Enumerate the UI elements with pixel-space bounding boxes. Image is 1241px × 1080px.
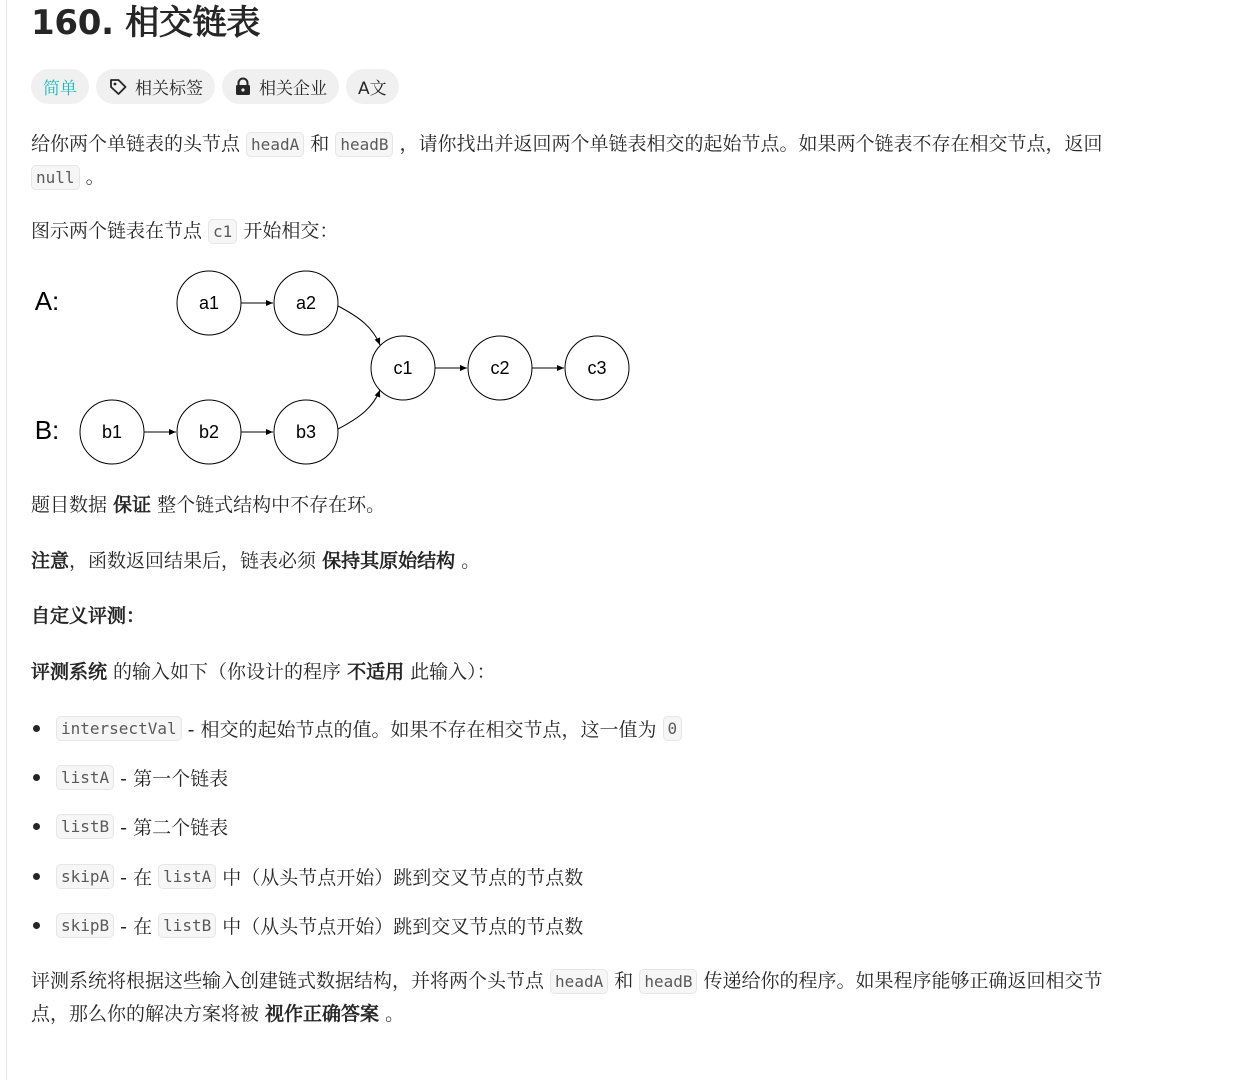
list-a-label: A: — [34, 286, 60, 316]
no-cycle-guarantee — [31, 489, 1216, 521]
list-item — [31, 860, 583, 892]
node-b3 — [274, 400, 338, 464]
linked-list-diagram — [31, 262, 671, 474]
intro-text-1: 给你两个单链表的头节点 — [31, 133, 247, 155]
note-text-1: ，函数返回结果后，链表必须 — [69, 550, 323, 572]
left-divider — [6, 0, 7, 1080]
note-bold-2: 保持其原始结构 — [322, 550, 456, 572]
caption-text-2: 开始相交： — [237, 220, 339, 242]
code-listB: listB — [56, 814, 114, 839]
code-intersectVal: intersectVal — [56, 716, 182, 741]
arrow-a2-c1 — [338, 306, 380, 345]
translate-button[interactable] — [346, 69, 399, 104]
closing-text-3: 传递给你的程序。如果程序能够正确返回相交节 — [697, 970, 1103, 992]
node-a1-label: a1 — [198, 293, 220, 313]
bullet-dot — [33, 823, 40, 830]
note-text-2: 。 — [455, 550, 481, 572]
judge-input-intro — [31, 656, 1216, 688]
bullet-dot — [33, 725, 40, 732]
related-companies-button[interactable] — [222, 69, 339, 104]
node-b1 — [80, 400, 144, 464]
list-item — [31, 810, 228, 842]
judge-bold-2: 不适用 — [347, 661, 405, 683]
custom-judge-bold: 自定义评测： — [31, 605, 146, 627]
list-item — [31, 909, 583, 941]
list-b-label: B: — [34, 415, 60, 445]
problem-intro — [31, 128, 1216, 194]
closing-text-2: 和 — [608, 970, 640, 992]
judge-bold-1: 评测系统 — [31, 661, 108, 683]
difficulty-label: 简单 — [43, 79, 77, 99]
bullet-dot — [33, 873, 40, 880]
closing-text-1: 评测系统将根据这些输入创建链式数据结构，并将两个头节点 — [31, 970, 551, 992]
related-companies-label: 相关企业 — [259, 79, 327, 99]
intro-text-3: ，请你找出并返回两个单链表相交的起始节点。如果两个链表不存在相交节点，返回 — [393, 133, 1103, 155]
translate-icon: A文 — [358, 79, 387, 99]
code-skipB: skipB — [56, 913, 114, 938]
related-tags-button[interactable] — [96, 69, 215, 104]
node-b2-label: b2 — [198, 422, 220, 442]
node-b1-label: b1 — [101, 422, 123, 442]
guarantee-text-2: 整个链式结构中不存在环。 — [151, 494, 386, 516]
code-headA-2: headA — [550, 969, 608, 994]
intro-text-2: 和 — [304, 133, 336, 155]
code-listA-ref: listA — [158, 864, 216, 889]
lock-icon — [234, 77, 252, 97]
node-a2-label: a2 — [295, 293, 317, 313]
code-listB-ref: listB — [158, 913, 216, 938]
note-bold-1: 注意 — [31, 550, 70, 572]
judge-text-1: 的输入如下（你设计的程序 — [107, 661, 348, 683]
code-headB: headB — [335, 132, 393, 157]
tag-icon — [108, 77, 128, 97]
bullet-text: - 相交的起始节点的值。如果不存在相交节点，这一值为 — [187, 718, 657, 741]
list-item — [31, 712, 688, 744]
tag-bar — [31, 69, 399, 104]
closing-bold: 视作正确答案 — [265, 1003, 380, 1025]
problem-title: 160. 相交链表 — [31, 3, 261, 43]
closing-paragraph — [31, 965, 1216, 1030]
node-b2 — [177, 400, 241, 464]
node-c1-label: c1 — [393, 358, 413, 378]
code-null: null — [31, 165, 80, 190]
bullet-prefix: - 在 — [120, 915, 153, 938]
node-c1 — [371, 336, 435, 400]
node-c3 — [565, 336, 629, 400]
code-zero: 0 — [663, 716, 683, 741]
code-listA: listA — [56, 765, 114, 790]
node-a2 — [274, 271, 338, 335]
code-headB-2: headB — [639, 969, 697, 994]
bullet-prefix: - 在 — [120, 866, 153, 889]
code-c1: c1 — [208, 219, 237, 244]
arrow-b3-c1 — [338, 390, 380, 429]
guarantee-text-1: 题目数据 — [31, 494, 114, 516]
node-b3-label: b3 — [295, 422, 317, 442]
bullet-text: - 第一个链表 — [120, 767, 229, 790]
judge-text-2: 此输入）： — [404, 661, 496, 683]
caption-text-1: 图示两个链表在节点 — [31, 220, 209, 242]
closing-text-4: 点，那么你的解决方案将被 — [31, 1003, 266, 1025]
figure-caption — [31, 215, 1216, 248]
node-c3-label: c3 — [587, 358, 607, 378]
node-c2 — [468, 336, 532, 400]
related-tags-label: 相关标签 — [135, 79, 203, 99]
bullet-dot — [33, 922, 40, 929]
guarantee-bold: 保证 — [113, 494, 152, 516]
difficulty-badge[interactable] — [31, 69, 89, 104]
code-headA: headA — [246, 132, 304, 157]
closing-text-5: 。 — [379, 1003, 405, 1025]
structure-note — [31, 545, 1216, 577]
list-item — [31, 761, 228, 793]
node-a1 — [177, 271, 241, 335]
bullet-text: - 第二个链表 — [120, 816, 229, 839]
custom-judge-heading — [31, 600, 1216, 632]
intro-text-4: 。 — [79, 166, 105, 188]
node-c2-label: c2 — [490, 358, 510, 378]
bullet-text: 中（从头节点开始）跳到交叉节点的节点数 — [222, 915, 584, 938]
bullet-dot — [33, 774, 40, 781]
code-skipA: skipA — [56, 864, 114, 889]
bullet-text: 中（从头节点开始）跳到交叉节点的节点数 — [222, 866, 584, 889]
